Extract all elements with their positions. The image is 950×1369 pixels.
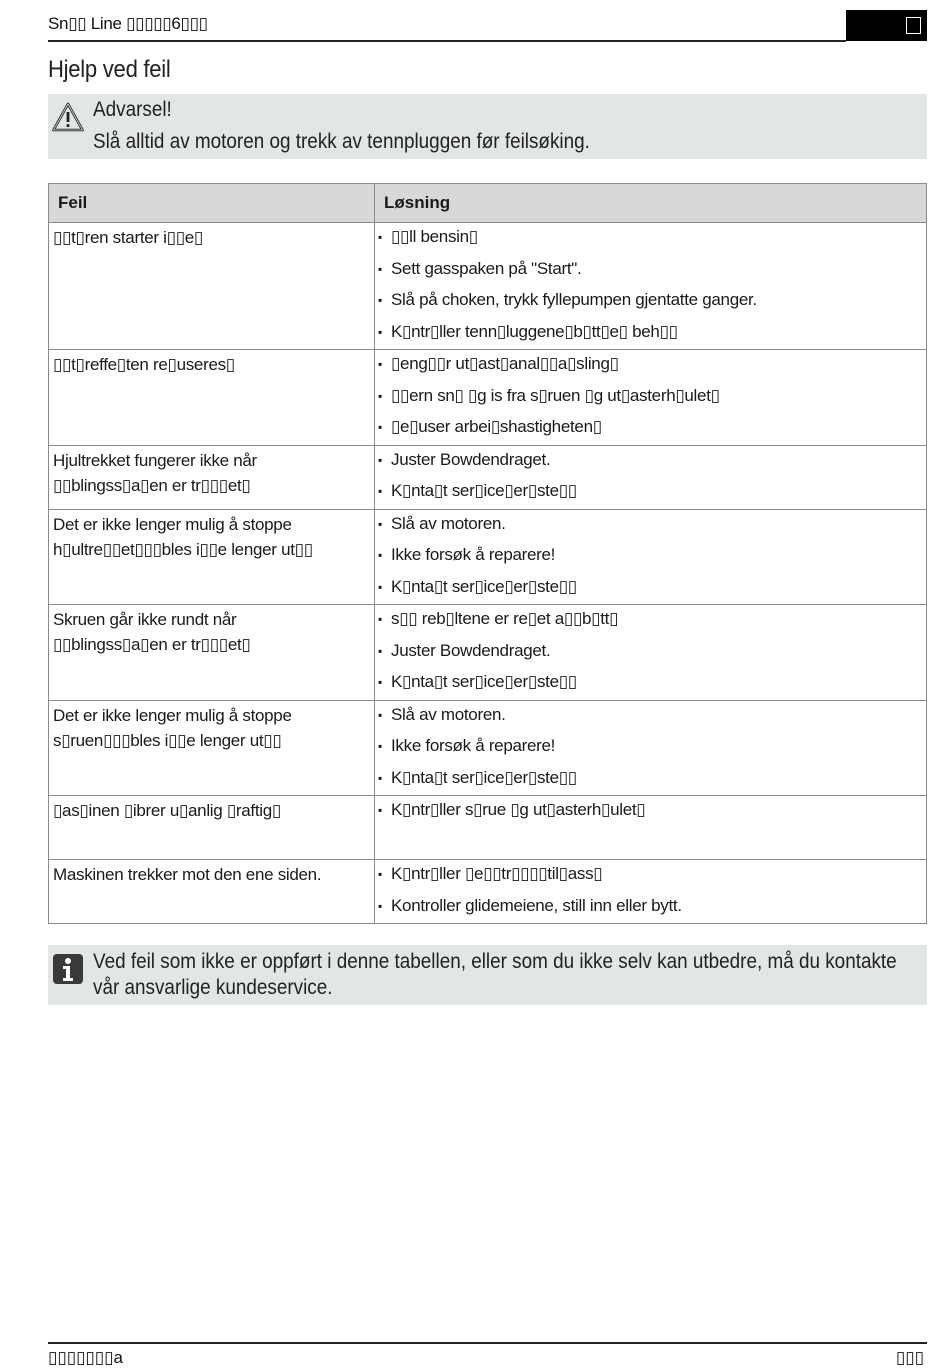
fault-cell (49, 445, 375, 509)
fault-cell (49, 700, 375, 796)
solution-item: ▪ Slå på choken, trykk fyllepumpen gjentatte ganger. (375, 286, 926, 318)
solution-cell (375, 700, 927, 796)
troubleshooting-table (48, 183, 927, 924)
info-text: Ved feil som ikke er oppført i denne tabellen, eller som du ikke selv kan utbedre, må du kontakte vår ansvarlige kundeservice. (93, 950, 897, 999)
table-row (49, 605, 927, 701)
fault-text: h▯ultre▯▯et▯▯▯bles i▯▯e lenger ut▯▯ (53, 539, 313, 559)
table-row (49, 223, 927, 350)
fault-cell (49, 509, 375, 605)
fault-text: Det er ikke lenger mulig å stoppe (53, 705, 292, 725)
fault-text: Hjultrekket fungerer ikke når (53, 450, 257, 470)
footer-page-number: ▯▯▯ (895, 1348, 924, 1367)
solution-item: ▪ Slå av motoren. (375, 510, 926, 542)
header-page-tab (846, 10, 927, 41)
solution-item: ▪ K▯ntr▯ller tenn▯luggene▯b▯tt▯e▯ beh▯▯ (375, 318, 926, 350)
solution-item: ▪ K▯ntr▯ller ▯e▯▯tr▯▯▯▯til▯ass▯ (375, 860, 926, 892)
solution-cell (375, 860, 927, 924)
page-title: Hjelp ved feil (48, 56, 171, 83)
solution-cell (375, 796, 927, 860)
column-header-solution: Løsning (375, 184, 927, 223)
solution-item: ▪ ▯▯ll bensin▯ (375, 223, 926, 255)
fault-cell (49, 605, 375, 701)
solution-item: ▪ K▯nta▯t ser▯ice▯er▯ste▯▯ (375, 764, 926, 796)
info-box (48, 945, 927, 1005)
solution-item: ▪ Kontroller glidemeiene, still inn eller bytt. (375, 892, 926, 924)
fault-cell (49, 223, 375, 350)
fault-text: s▯ruen▯▯▯bles i▯▯e lenger ut▯▯ (53, 730, 282, 750)
solution-cell (375, 445, 927, 509)
header-product-name: Sn▯▯ Line ▯▯▯▯▯6▯▯▯ (48, 14, 208, 33)
fault-text: Skruen går ikke rundt når (53, 610, 237, 629)
solution-item: ▪ Juster Bowdendraget. (375, 446, 926, 478)
solution-item: ▪ K▯nta▯t ser▯ice▯er▯ste▯▯ (375, 477, 926, 509)
table-row (49, 796, 927, 860)
warning-box (48, 94, 927, 159)
table-row (49, 350, 927, 446)
fault-cell (49, 860, 375, 924)
solution-item: ▪ Juster Bowdendraget. (375, 637, 926, 669)
table-header-row (49, 184, 927, 223)
solution-item: ▪ Ikke forsøk å reparere! (375, 732, 926, 764)
fault-text: ▯▯t▯ren starter i▯▯e▯ (53, 228, 203, 247)
header-rule (48, 40, 846, 42)
fault-text: ▯▯t▯reffe▯ten re▯useres▯ (53, 355, 235, 374)
table-row (49, 860, 927, 924)
solution-item: ▪ s▯▯ reb▯ltene er re▯et a▯▯b▯tt▯ (375, 605, 926, 637)
fault-cell (49, 350, 375, 446)
solution-cell (375, 350, 927, 446)
solution-item: ▪ ▯▯ern sn▯ ▯g is fra s▯ruen ▯g ut▯asterh▯ulet▯ (375, 382, 926, 414)
column-header-fault: Feil (49, 184, 375, 223)
fault-text: Maskinen trekker mot den ene siden. (53, 865, 322, 884)
info-icon (53, 954, 83, 984)
solution-cell (375, 509, 927, 605)
table-row (49, 509, 927, 605)
fault-text: ▯▯blingss▯a▯en er tr▯▯▯et▯ (53, 475, 251, 495)
solution-item: ▪ K▯nta▯t ser▯ice▯er▯ste▯▯ (375, 668, 926, 700)
warning-text: Slå alltid av motoren og trekk av tennpluggen før feilsøking. (93, 130, 590, 153)
solution-item: ▪ K▯ntr▯ller s▯rue ▯g ut▯asterh▯ulet▯ (375, 796, 926, 828)
solution-item: ▪ ▯e▯user arbei▯shastigheten▯ (375, 413, 926, 445)
solution-item: ▪ Ikke forsøk å reparere! (375, 541, 926, 573)
solution-item: ▪ ▯eng▯▯r ut▯ast▯anal▯▯a▯sling▯ (375, 350, 926, 382)
solution-cell (375, 605, 927, 701)
solution-item: ▪ Sett gasspaken på "Start". (375, 255, 926, 287)
solution-cell (375, 223, 927, 350)
footer-rule (48, 1342, 927, 1344)
footer-document-code: ▯▯▯▯▯▯▯a (48, 1348, 123, 1367)
fault-text: ▯as▯inen ▯ibrer u▯anlig ▯raftig▯ (53, 801, 281, 820)
fault-cell (49, 796, 375, 860)
table-row (49, 700, 927, 796)
solution-item: ▪ Slå av motoren. (375, 701, 926, 733)
solution-item: ▪ K▯nta▯t ser▯ice▯er▯ste▯▯ (375, 573, 926, 605)
fault-text: ▯▯blingss▯a▯en er tr▯▯▯et▯ (53, 635, 251, 654)
warning-title: Advarsel! (93, 98, 172, 121)
warning-triangle-icon (52, 102, 84, 132)
fault-text: Det er ikke lenger mulig å stoppe (53, 514, 292, 534)
table-row (49, 445, 927, 509)
header-page-number-box (906, 17, 921, 34)
